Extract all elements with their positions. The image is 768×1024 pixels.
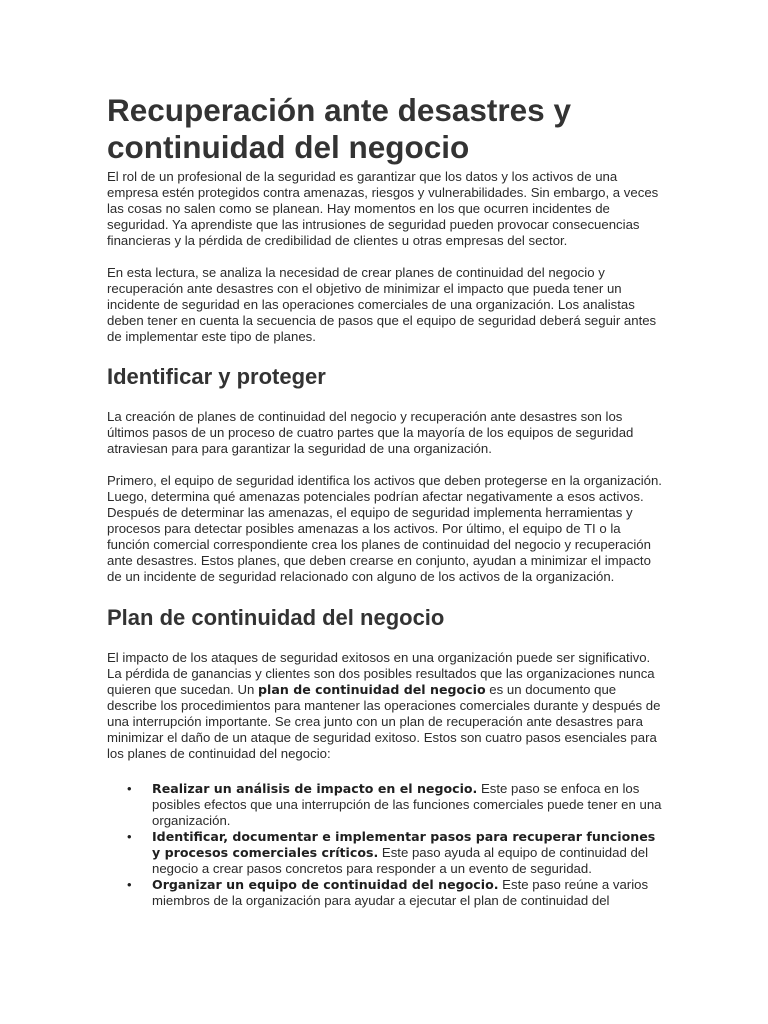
intro-paragraph-1: El rol de un profesional de la seguridad es garantizar que los datos y los activos de una empresa estén protegidos contra amenazas, riesgos y vulnerabilidades. Sin embargo, a veces las cosas no salen como se planean. Hay momentos en los que ocurren incidentes de seguridad. Ya aprendiste que las intrusiones de seguridad pueden provocar consecuencias financieras y la pérdida de credibilidad de clientes u otras empresas del sector. [107,169,659,248]
plan-term-bold: plan de continuidad del negocio [258,682,486,697]
plan-paragraph-text-after: es un documento que describe los procedimientos para mantener las operaciones comerciales durante y después de una interrupción importante. Se crea junto con un plan de recuperación ante desastres para minimizar el daño de un ataque de seguridad exitoso. Estos son cuatro pasos esenciales para los planes de continuidad del negocio: [107,682,661,761]
step-title: Identificar, documentar e implementar pasos para recuperar funciones y procesos comerciales críticos. [152,829,656,860]
identify-paragraph-2: Primero, el equipo de seguridad identifica los activos que deben protegerse en la organización. Luego, determina qué amenazas potenciales podrían afectar negativamente a esos activos. Después de determinar las amenazas, el equipo de seguridad implementa herramientas y procesos para detectar posibles amenazas a los activos. Por último, el equipo de TI o la función comercial correspondiente crea los planes de continuidad del negocio y recuperación ante desastres. Estos planes, que deben crearse en conjunto, ayudan a minimizar el impacto de un incidente de seguridad relacionado con alguno de los activos de la organización. [107,473,662,584]
bullet-icon: • [127,781,132,796]
section-heading-plan: Plan de continuidad del negocio [107,605,445,630]
intro-paragraph-2: En esta lectura, se analiza la necesidad de crear planes de continuidad del negocio y recuperación ante desastres con el objetivo de minimizar el impacto que pueda tener un incidente de seguridad en las operaciones comerciales de una organización. Los analistas deben tener en cuenta la secuencia de pasos que el equipo de seguridad deberá seguir antes de implementar este tipo de planes. [107,265,657,344]
step-text: Este paso reúne a varios miembros de la organización para ayudar a ejecutar el plan de continuidad del [152,877,649,908]
step-text: Este paso ayuda al equipo de continuidad del negocio a crear pasos concretos para responder a un evento de seguridad. [152,845,649,876]
list-item [107,877,663,909]
plan-paragraph [107,650,663,762]
list-item [107,829,663,877]
plan-paragraph-text-before: El impacto de los ataques de seguridad exitosos en una organización puede ser significativo. La pérdida de ganancias y clientes son dos posibles resultados que las organizaciones nunca quieren que sucedan. Un [107,650,655,697]
step-title: Realizar un análisis de impacto en el negocio. [152,781,478,796]
bullet-icon: • [127,877,132,892]
step-text: Este paso se enfoca en los posibles efectos que una interrupción de las funciones comerciales puede tener en una organización. [152,781,662,828]
section-heading-identify: Identificar y proteger [107,364,326,389]
identify-paragraph-1: La creación de planes de continuidad del negocio y recuperación ante desastres son los últimos pasos de un proceso de cuatro partes que la mayoría de los equipos de seguridad atraviesan para para garantizar la seguridad de una organización. [107,409,634,456]
list-item [107,781,663,829]
step-title: Organizar un equipo de continuidad del negocio. [152,877,499,892]
steps-list [107,781,663,909]
document-title: Recuperación ante desastres y continuidad del negocio [107,92,571,165]
bullet-icon: • [127,829,132,844]
document-page [107,92,663,909]
